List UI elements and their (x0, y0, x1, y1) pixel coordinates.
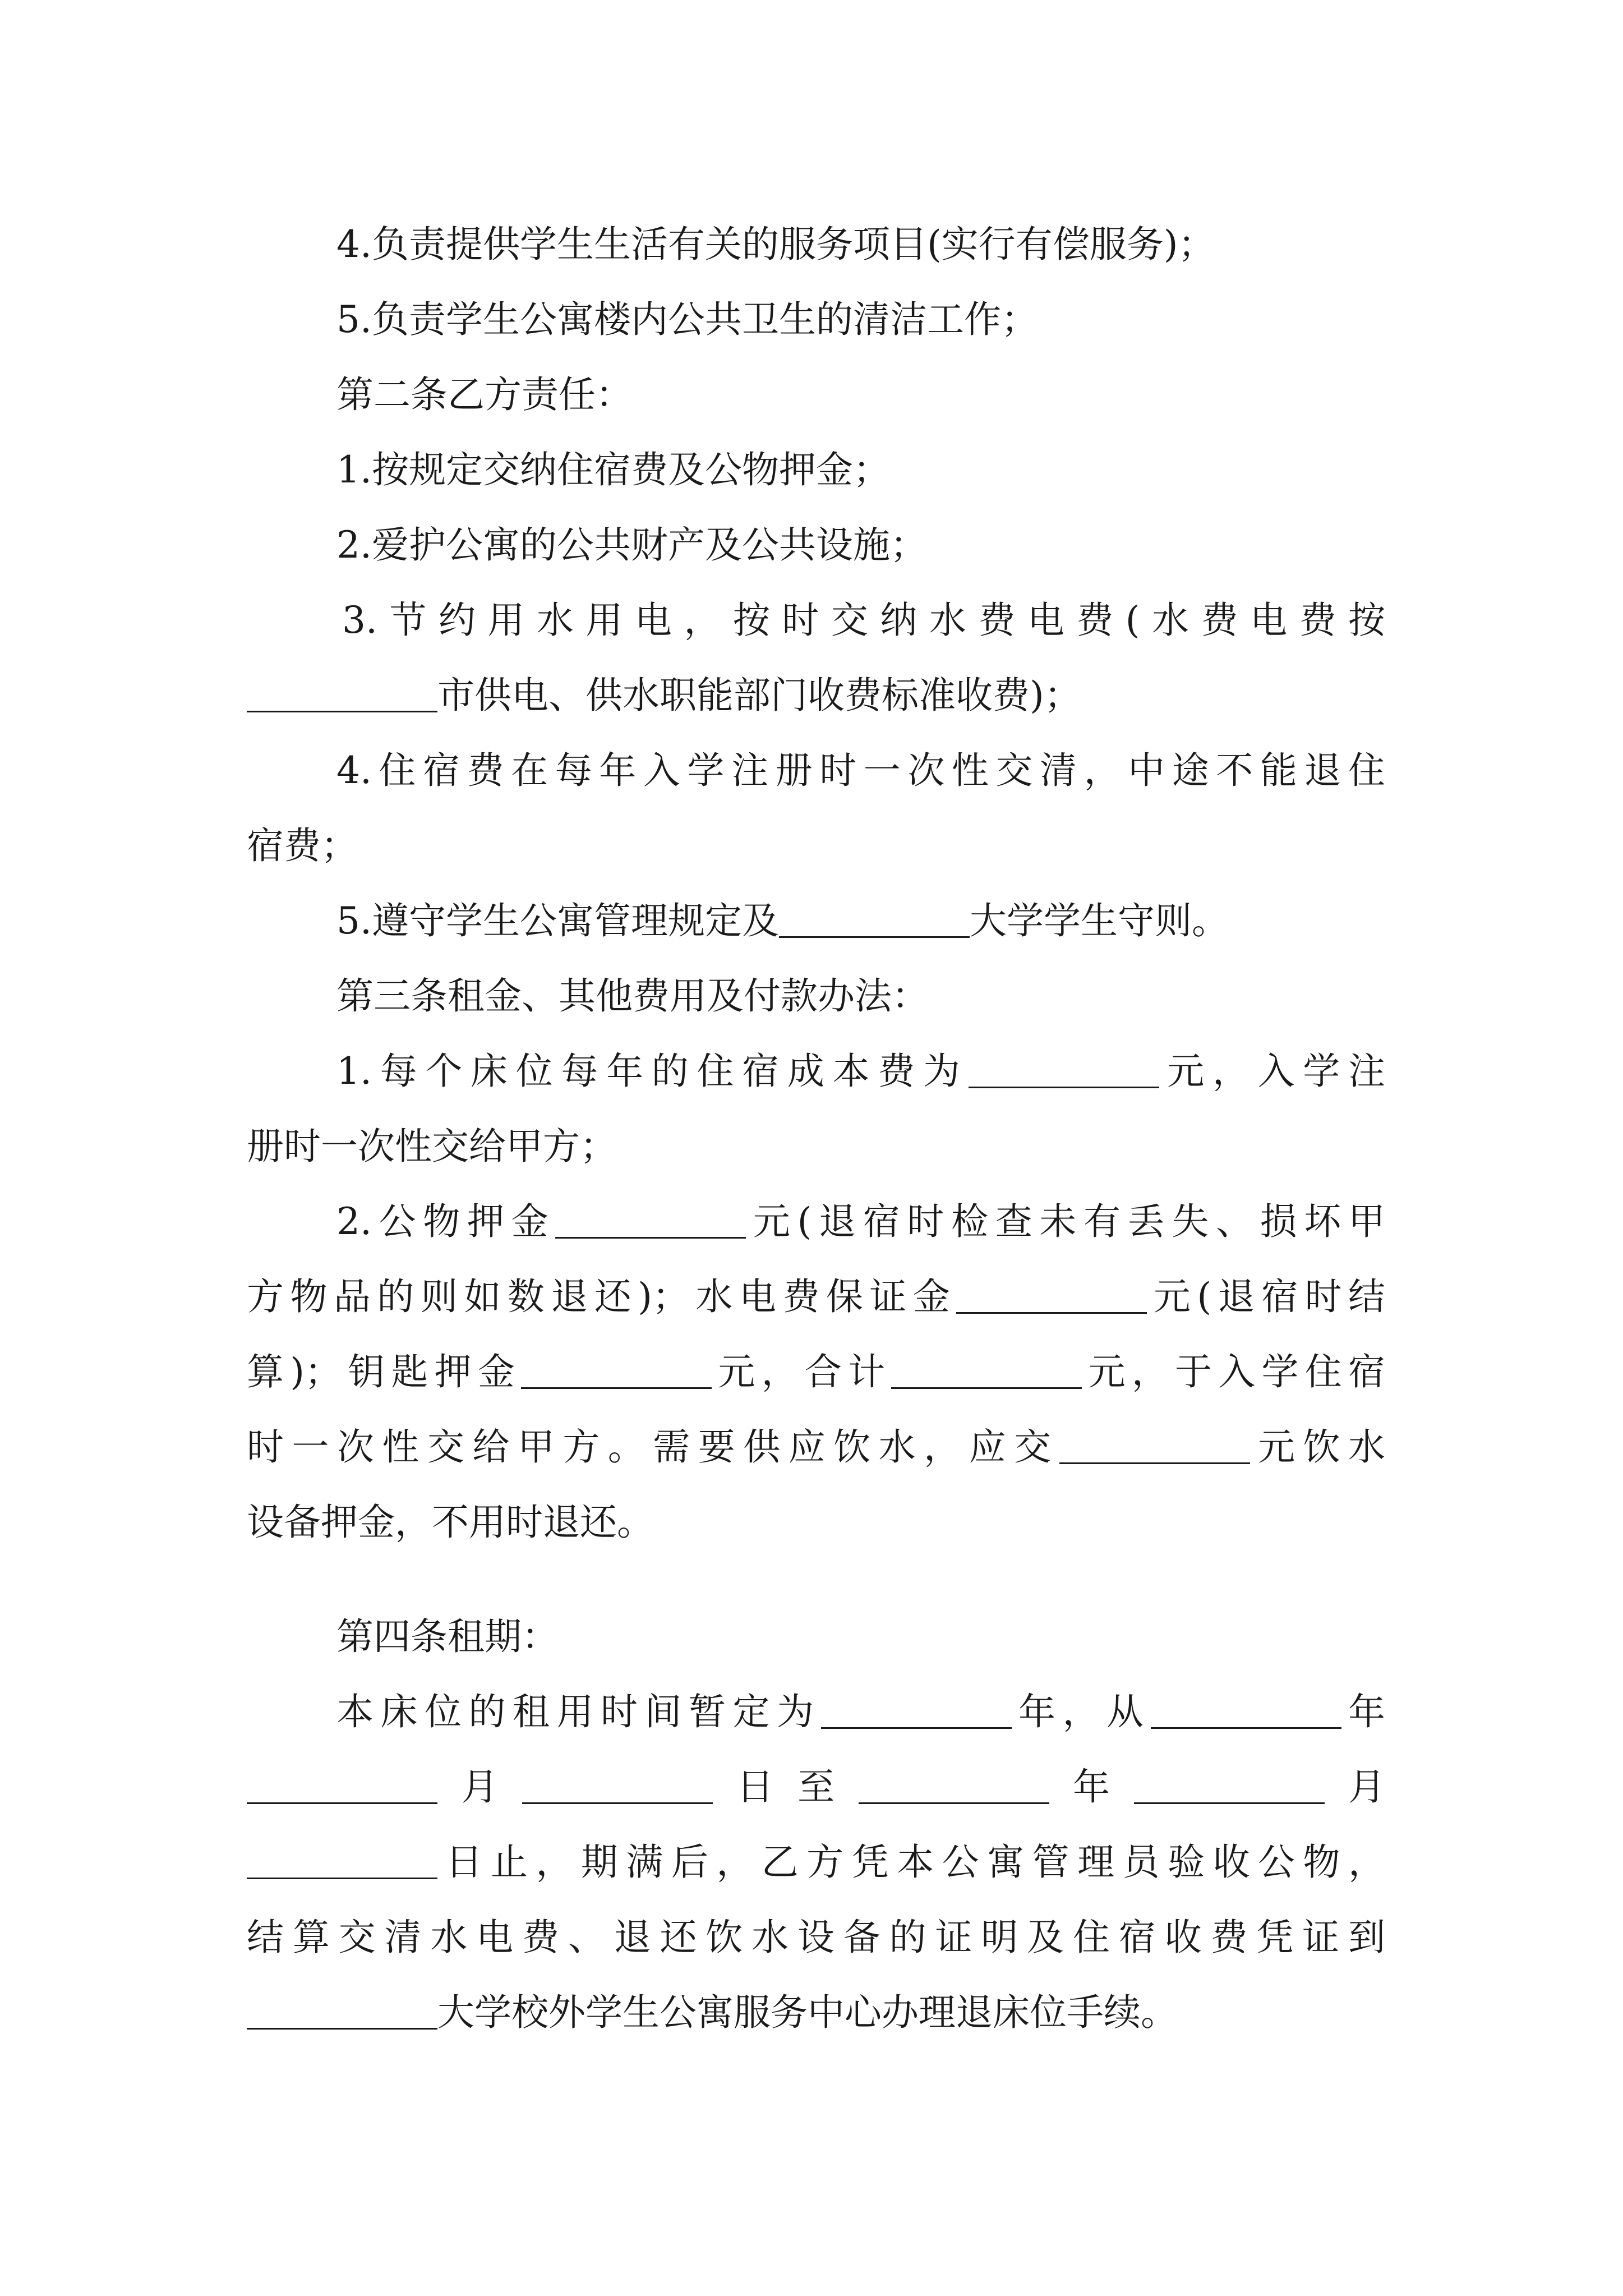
text: 元，入学注 (1159, 1050, 1385, 1093)
text: 元(退宿时检查未有丢失、损坏甲 (746, 1200, 1385, 1243)
clause-2-5 (336, 893, 1385, 949)
fill-in-blank[interactable] (247, 1991, 437, 2030)
article-4-line5 (247, 1985, 1385, 2041)
text: 第四条租期： (336, 1615, 559, 1658)
text: 日止，期满后，乙方凭本公寓管理员验收公物， (437, 1841, 1385, 1884)
fill-in-blank[interactable] (247, 1765, 437, 1804)
fill-in-blank[interactable] (1059, 1425, 1250, 1464)
clause-3-2-line3 (247, 1344, 1385, 1400)
clause-3-2-line2 (247, 1269, 1385, 1325)
text: 日至 (713, 1765, 859, 1809)
article-3-heading (336, 968, 1385, 1024)
text: 1.按规定交纳住宿费及公物押金； (336, 448, 890, 491)
clause-3-1-line1 (336, 1043, 1385, 1099)
text: 方物品的则如数退还)；水电费保证金 (247, 1275, 957, 1318)
text: 大学校外学生公寓服务中心办理退床位手续。 (437, 1991, 1178, 2034)
text: 大学学生守则。 (969, 899, 1229, 942)
text: 算)；钥匙押金 (247, 1350, 522, 1393)
clause-3-2-line4 (247, 1419, 1385, 1475)
text: 元，于入学住宿 (1082, 1350, 1385, 1393)
text: 年 (1341, 1690, 1385, 1733)
fill-in-blank[interactable] (1134, 1765, 1325, 1804)
article-4-line2 (247, 1759, 1385, 1815)
fill-in-blank[interactable] (969, 1050, 1159, 1088)
clause-2-3-line1 (342, 592, 1385, 648)
text: 时一次性交给甲方。需要供应饮水，应交 (247, 1425, 1059, 1469)
text: 宿费； (247, 824, 358, 867)
clause-2-2 (336, 517, 1385, 573)
text: 元(退宿时结 (1147, 1275, 1385, 1318)
text: 4.住宿费在每年入学注册时一次性交清，中途不能退住 (336, 749, 1385, 792)
text: 5.遵守学生公寓管理规定及 (336, 899, 779, 942)
clause-3-2-line1 (336, 1194, 1385, 1250)
text: 4.负责提供学生生活有关的服务项目(实行有偿服务)； (336, 223, 1215, 266)
article-2-heading (336, 367, 1385, 423)
text: 2.公物押金 (336, 1200, 556, 1243)
clause-1-5 (336, 292, 1385, 348)
text: 市供电、供水职能部门收费标准收费)； (437, 674, 1081, 717)
clause-2-3-line2 (247, 668, 1385, 724)
text: 元饮水 (1249, 1425, 1385, 1469)
text: 5.负责学生公寓楼内公共卫生的清洁工作； (336, 298, 1038, 341)
fill-in-blank[interactable] (521, 1350, 712, 1389)
fill-in-blank[interactable] (522, 1765, 713, 1804)
fill-in-blank[interactable] (779, 899, 970, 938)
fill-in-blank[interactable] (555, 1200, 746, 1239)
clause-3-2-line5 (247, 1494, 1385, 1550)
fill-in-blank[interactable] (247, 1841, 437, 1879)
text: 第二条乙方责任： (336, 373, 633, 416)
fill-in-blank[interactable] (859, 1765, 1049, 1804)
text: 3.节约用水用电，按时交纳水费电费(水费电费按 (342, 599, 1385, 642)
text: 2.爱护公寓的公共财产及公共设施； (336, 523, 927, 567)
article-4-line1 (336, 1684, 1385, 1740)
article-4-heading (336, 1609, 1385, 1665)
text: 月 (1324, 1765, 1385, 1809)
text: 元，合计 (712, 1350, 892, 1393)
text: 第三条租金、其他费用及付款办法： (336, 974, 929, 1018)
text: 册时一次性交给甲方； (247, 1125, 617, 1168)
text: 年 (1049, 1765, 1134, 1809)
text: 年，从 (1011, 1690, 1151, 1733)
text: 结算交清水电费、退还饮水设备的证明及住宿收费凭证到 (247, 1916, 1385, 1959)
fill-in-blank[interactable] (1151, 1690, 1341, 1729)
clause-3-1-line2 (247, 1119, 1385, 1175)
article-4-line4 (247, 1910, 1385, 1966)
article-4-line3 (247, 1834, 1385, 1890)
clause-2-1 (336, 442, 1385, 498)
text: 月 (437, 1765, 522, 1809)
fill-in-blank[interactable] (247, 674, 437, 712)
clause-2-4-line2 (247, 818, 1385, 874)
text: 本床位的租用时间暂定为 (336, 1690, 821, 1733)
clause-1-4 (336, 217, 1385, 273)
fill-in-blank[interactable] (891, 1350, 1082, 1389)
fill-in-blank[interactable] (821, 1690, 1012, 1729)
text: 设备押金，不用时退还。 (247, 1501, 654, 1544)
clause-2-4-line1 (336, 743, 1385, 799)
text: 1.每个床位每年的住宿成本费为 (336, 1050, 969, 1093)
fill-in-blank[interactable] (956, 1275, 1147, 1314)
